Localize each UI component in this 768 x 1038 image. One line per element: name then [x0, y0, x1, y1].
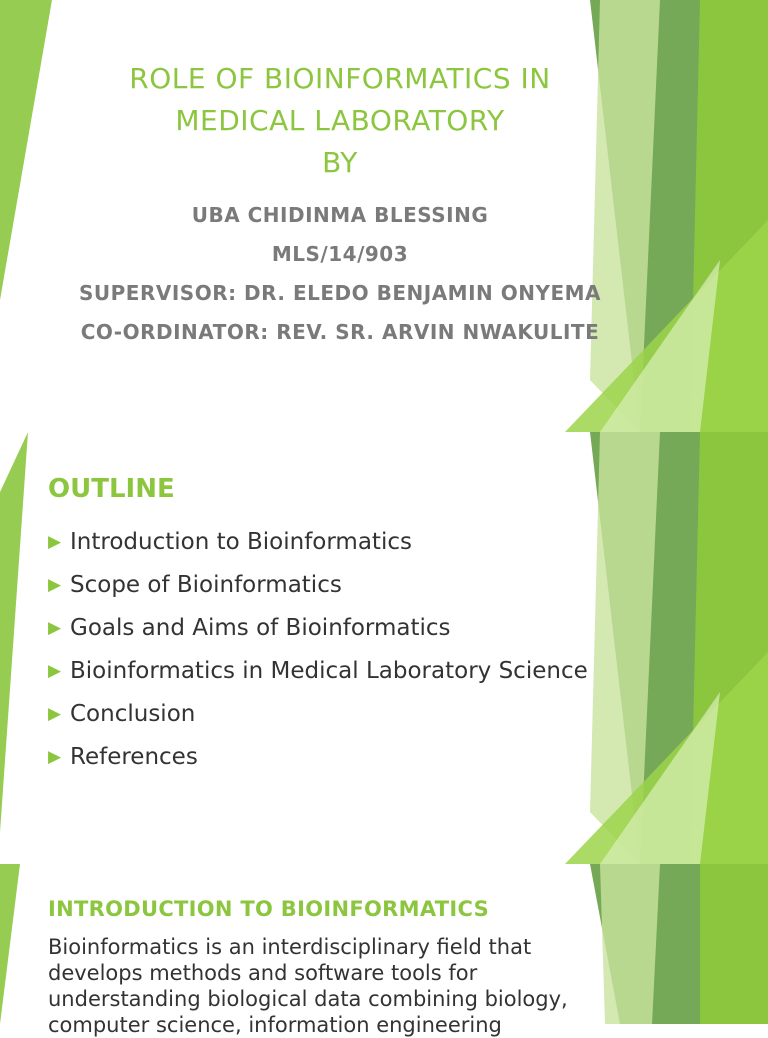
- outline-heading: OUTLINE: [48, 474, 175, 504]
- author-name: UBA CHIDINMA BLESSING: [191, 203, 489, 227]
- triangle-bullet-icon: ▶: [48, 704, 62, 724]
- right-mid-band: [700, 864, 768, 1024]
- slide-title-heading: [40, 58, 640, 184]
- left-green-sliver: [0, 432, 28, 832]
- triangle-bullet-icon: ▶: [48, 661, 62, 681]
- right-light-band: [600, 864, 660, 1024]
- slide-introduction: [0, 864, 768, 1037]
- title-line: BY: [322, 146, 358, 179]
- title-line: MEDICAL LABORATORY: [175, 104, 505, 137]
- list-item: ▶ Conclusion: [48, 697, 588, 731]
- title-line: ROLE OF BIOINFORMATICS IN: [129, 62, 551, 95]
- triangle-bullet-icon: ▶: [48, 618, 62, 638]
- triangle-bullet-icon: ▶: [48, 575, 62, 595]
- list-item: ▶ Introduction to Bioinformatics: [48, 525, 588, 559]
- list-item: ▶ References: [48, 740, 588, 774]
- triangle-bullet-icon: ▶: [48, 747, 62, 767]
- list-item: ▶ Scope of Bioinformatics: [48, 568, 588, 602]
- slide-title: [0, 0, 768, 432]
- intro-body: Bioinformatics is an interdisciplinary field that develops methods and software tools for understanding biological data combining biology, computer science, information engineering: [48, 935, 568, 1037]
- registration-number: MLS/14/903: [271, 242, 409, 266]
- slide-outline: [0, 432, 768, 864]
- coordinator-line: CO-ORDINATOR: REV. SR. ARVIN NWAKULITE: [80, 320, 600, 344]
- intro-heading: INTRODUCTION TO BIOINFORMATICS: [48, 897, 490, 921]
- subtitle-list: [40, 196, 640, 352]
- list-item: ▶ Bioinformatics in Medical Laboratory Science: [48, 654, 588, 688]
- left-green-sliver: [0, 864, 20, 1024]
- list-item: ▶ Goals and Aims of Bioinformatics: [48, 611, 588, 645]
- outline-list: [48, 525, 588, 783]
- triangle-bullet-icon: ▶: [48, 532, 62, 552]
- supervisor-line: SUPERVISOR: DR. ELEDO BENJAMIN ONYEMA: [79, 281, 601, 305]
